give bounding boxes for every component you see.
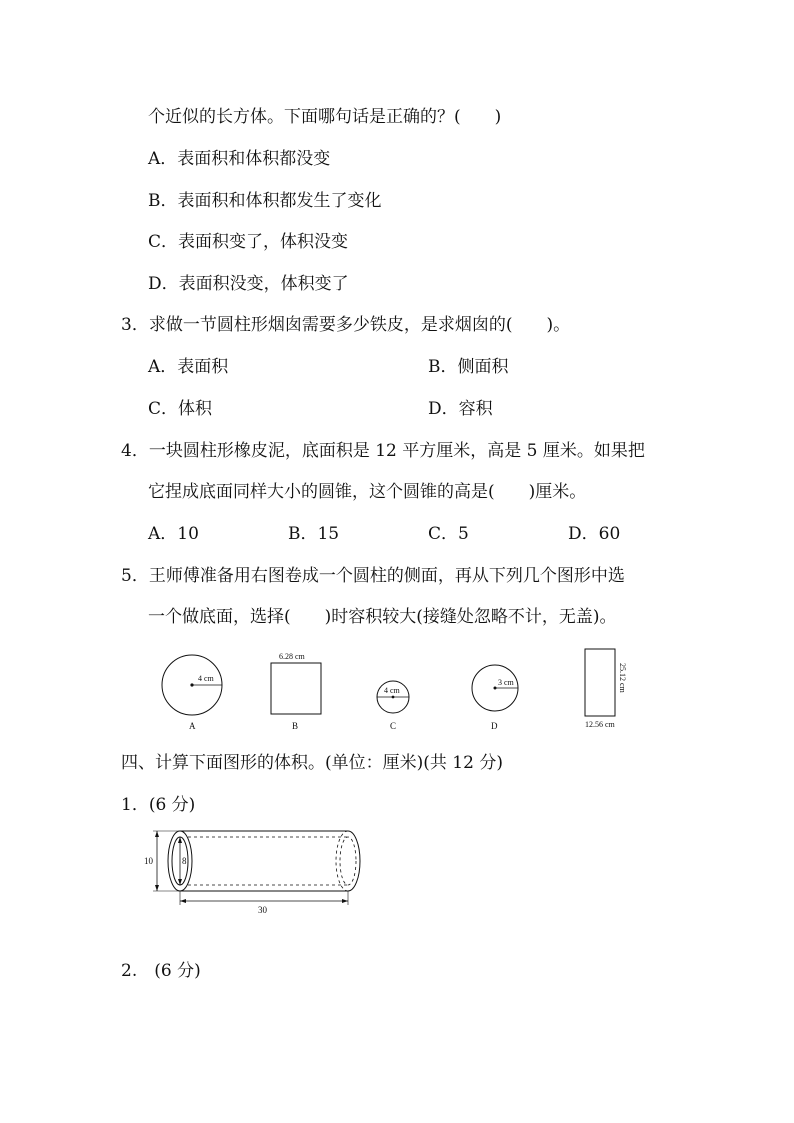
figure-d-radius-label: 3 cm bbox=[498, 678, 514, 687]
right-outer-ellipse-front bbox=[348, 831, 360, 891]
q4-option-a[interactable]: A．10 bbox=[148, 524, 199, 544]
length-arrow-left bbox=[180, 899, 186, 903]
length-arrow-right bbox=[342, 899, 348, 903]
q2-option-a[interactable]: A．表面积和体积都没变 bbox=[148, 149, 331, 169]
figure-c-letter: C bbox=[390, 721, 397, 731]
figure-b-letter: B bbox=[292, 721, 299, 731]
q3-option-c[interactable]: C．体积 bbox=[148, 399, 213, 419]
q4-option-b[interactable]: B．15 bbox=[288, 524, 340, 544]
q2-option-c[interactable]: C．表面积变了，体积没变 bbox=[148, 232, 349, 252]
length-dimension-label: 30 bbox=[258, 905, 267, 915]
right-outer-ellipse-back bbox=[336, 831, 348, 891]
figure-d bbox=[472, 665, 518, 731]
figure-rectangle-height-label: 25.12 cm bbox=[618, 663, 627, 693]
q4-option-c[interactable]: C．5 bbox=[428, 524, 469, 544]
inner-dimension-label: 8 bbox=[182, 856, 187, 866]
figure-b-square bbox=[271, 663, 321, 714]
figure-a bbox=[162, 655, 222, 731]
figure-c bbox=[377, 681, 409, 731]
q3-option-a[interactable]: A．表面积 bbox=[148, 357, 229, 377]
figure-a-radius-label: 4 cm bbox=[198, 674, 214, 683]
q2-stem-continuation: 个近似的长方体。下面哪句话是正确的？( ) bbox=[148, 107, 502, 127]
q3-option-b[interactable]: B．侧面积 bbox=[428, 357, 509, 377]
right-inner-ellipse bbox=[340, 837, 356, 885]
q5-stem-line2: 一个做底面，选择( )时容积较大(接缝处忽略不计，无盖)。 bbox=[148, 607, 617, 627]
q3-stem: 3．求做一节圆柱形烟囱需要多少铁皮，是求烟囱的( )。 bbox=[121, 315, 571, 335]
q4-stem-line2: 它捏成底面同样大小的圆锥，这个圆锥的高是( )厘米。 bbox=[148, 482, 587, 502]
q4-stem-line1: 4．一块圆柱形橡皮泥，底面积是 12 平方厘米，高是 5 厘米。如果把 bbox=[121, 441, 645, 461]
q4-option-d[interactable]: D．60 bbox=[568, 524, 621, 544]
figure-rectangle-width-label: 12.56 cm bbox=[585, 720, 615, 729]
figure-c-center-dot bbox=[392, 696, 395, 699]
section4-item2: 2. (6 分) bbox=[121, 961, 201, 981]
q3-option-d[interactable]: D．容积 bbox=[428, 399, 493, 419]
figure-b bbox=[271, 652, 321, 731]
q5-figures bbox=[0, 645, 794, 735]
figure-a-letter: A bbox=[189, 721, 196, 731]
hollow-cylinder-figure bbox=[140, 823, 380, 913]
section4-item1: 1．(6 分) bbox=[121, 795, 196, 815]
inner-arrow-bottom bbox=[178, 879, 182, 885]
outer-arrow-top bbox=[155, 831, 159, 837]
figure-d-letter: D bbox=[491, 721, 498, 731]
outer-arrow-bottom bbox=[155, 885, 159, 891]
section4-heading: 四、计算下面图形的体积。(单位：厘米)(共 12 分) bbox=[121, 753, 503, 773]
figure-rectangle-shape bbox=[585, 649, 615, 716]
figure-rectangle bbox=[585, 649, 627, 729]
outer-dimension-label: 10 bbox=[144, 856, 153, 866]
inner-arrow-top bbox=[178, 837, 182, 843]
q5-stem-line1: 5．王师傅准备用右图卷成一个圆柱的侧面，再从下列几个图形中选 bbox=[121, 566, 625, 586]
q2-option-b[interactable]: B．表面积和体积都发生了变化 bbox=[148, 191, 382, 211]
q2-option-d[interactable]: D．表面积没变，体积变了 bbox=[148, 274, 349, 294]
figure-b-side-label: 6.28 cm bbox=[279, 652, 305, 661]
figure-c-diameter-label: 4 cm bbox=[384, 686, 400, 695]
